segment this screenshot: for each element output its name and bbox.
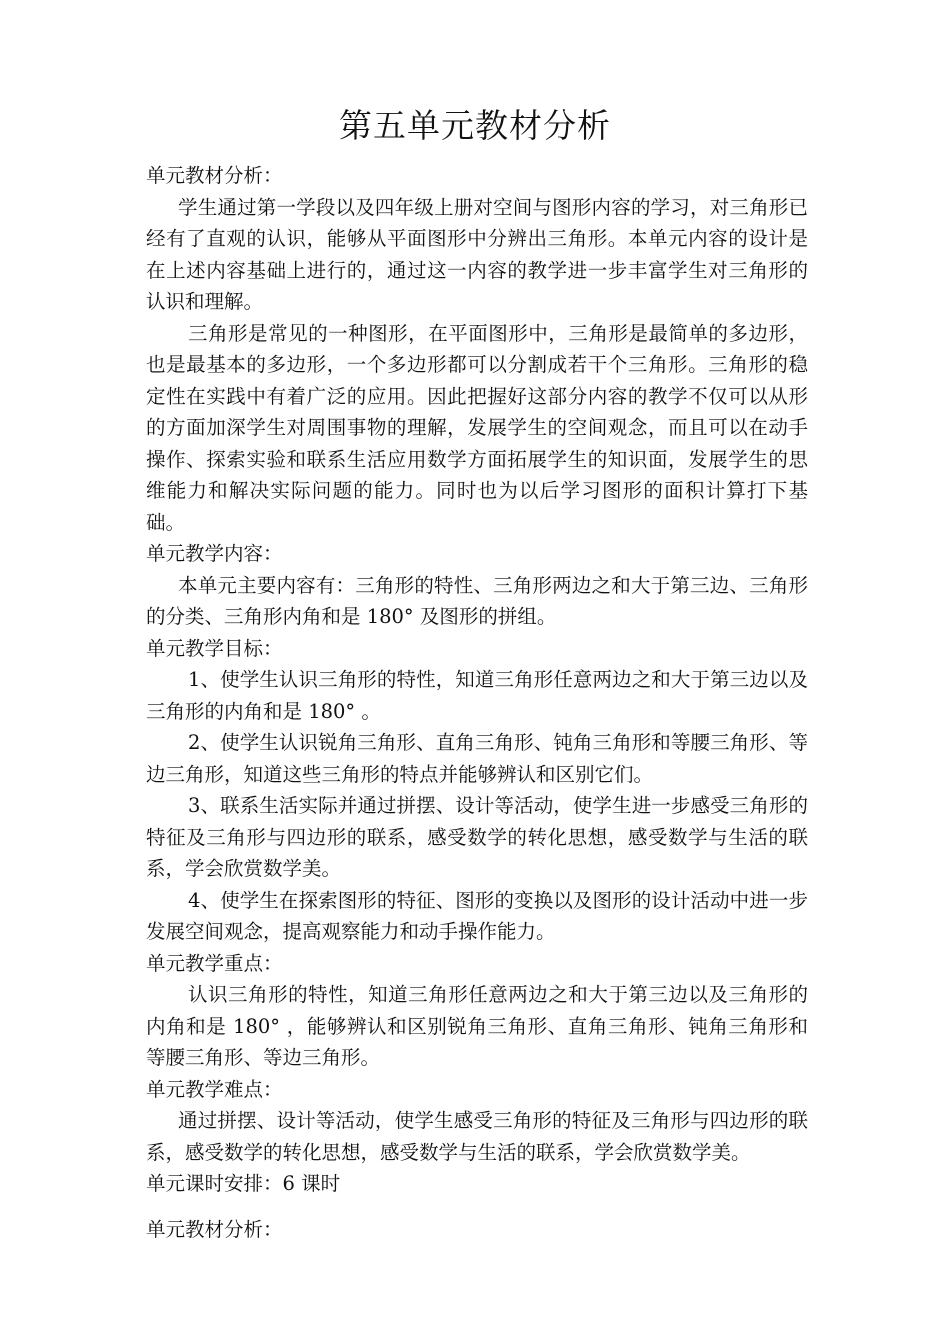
section-heading-goals: 单元教学目标： bbox=[146, 636, 283, 660]
content-paragraph: 本单元主要内容有：三角形的特性、三角形两边之和大于第三边、三角形的分类、三角形内角和是 180° 及图形的拼组。 bbox=[146, 573, 808, 628]
section-heading-content: 单元教学内容： bbox=[146, 542, 283, 565]
difficulty-paragraph: 通过拼摆、设计等活动，使学生感受三角形的特征及三角形与四边形的联系，感受数学的转化思想，感受数学与生活的联系，学会欣赏数学美。 bbox=[146, 1109, 808, 1164]
document-body bbox=[146, 160, 808, 1245]
goal-item-2: 2、使学生认识锐角三角形、直角三角形、钝角三角形和等腰三角形、等边三角形，知道这些三角形的特点并能够辨认和区别它们。 bbox=[146, 731, 808, 786]
goal-item-3: 3、联系生活实际并通过拼摆、设计等活动，使学生进一步感受三角形的特征及三角形与四边形的联系，感受数学的转化思想，感受数学与生活的联系，学会欣赏数学美。 bbox=[146, 794, 808, 880]
document-title: 第五单元教材分析 bbox=[339, 106, 611, 145]
section-heading-analysis-2: 单元教材分析： bbox=[146, 1217, 283, 1241]
schedule-line: 单元课时安排：6 课时 bbox=[146, 1172, 341, 1195]
goal-item-4: 4、使学生在探索图形的特征、图形的变换以及图形的设计活动中进一步发展空间观念，提高观察能力和动手操作能力。 bbox=[146, 888, 808, 943]
section-heading-focus: 单元教学重点： bbox=[146, 951, 283, 975]
analysis-paragraph-2: 三角形是常见的一种图形，在平面图形中，三角形是最简单的多边形，也是最基本的多边形，一个多边形都可以分割成若干个三角形。三角形的稳定性在实践中有着广泛的应用。因此把握好这部分内容的教学不仅可以从形的方面加深学生对周围事物的理解，发展学生的空间观念，而且可以在动手操作、探索实验和联系生活应用数学方面拓展学生的知识面，发展学生的思维能力和解决实际问题的能力。同时也为以后学习图形的面积计算打下基础。 bbox=[146, 321, 808, 534]
focus-paragraph: 认识三角形的特性，知道三角形任意两边之和大于第三边以及三角形的内角和是 180° ，能够辨认和区别锐角三角形、直角三角形、钝角三角形和等腰三角形、等边三角形。 bbox=[146, 983, 808, 1069]
goal-item-1: 1、使学生认识三角形的特性，知道三角形任意两边之和大于第三边以及三角形的内角和是 180° 。 bbox=[146, 668, 808, 723]
section-heading-difficulty: 单元教学难点： bbox=[146, 1077, 283, 1101]
analysis-paragraph-1: 学生通过第一学段以及四年级上册对空间与图形内容的学习，对三角形已经有了直观的认识，能够从平面图形中分辨出三角形。本单元内容的设计是在上述内容基础上进行的，通过这一内容的教学进一步丰富学生对三角形的认识和理解。 bbox=[146, 195, 808, 313]
section-heading-analysis: 单元教材分析： bbox=[146, 164, 283, 187]
